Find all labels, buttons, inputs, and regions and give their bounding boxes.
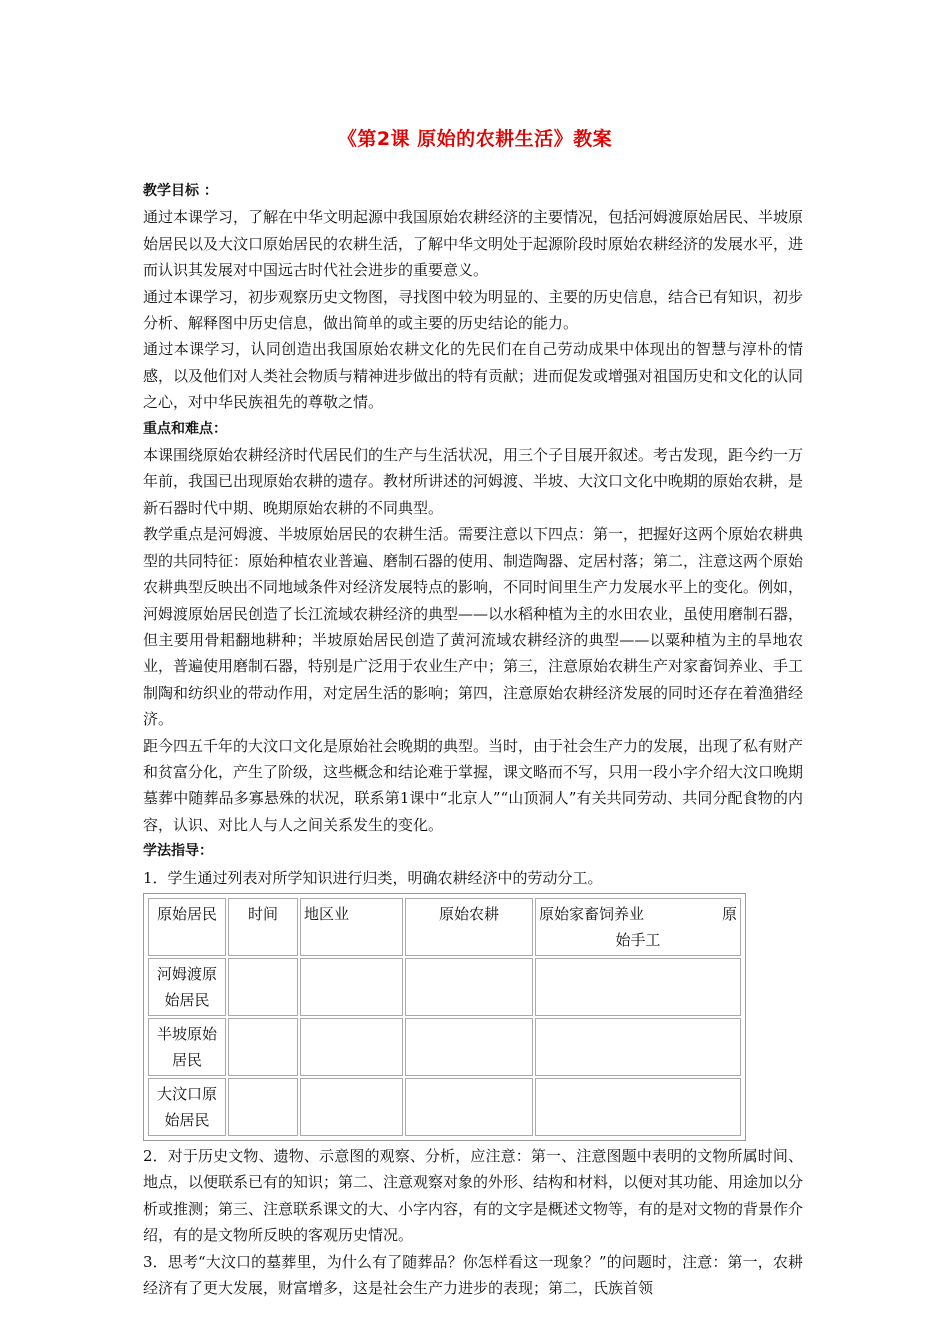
summary-table-wrapper — [143, 893, 746, 1141]
table-row — [148, 1018, 741, 1076]
table-cell — [228, 958, 298, 1016]
goal-paragraph: 通过本课学习，了解在中华文明起源中我国原始农耕经济的主要情况，包括河姆渡原始居民、半坡原始居民以及大汶口原始居民的农耕生活，了解中华文明处于起源阶段时原始农耕经济的发展水平，进而认识其发展对中国远古时代社会进步的重要意义。 — [143, 208, 804, 280]
method-item-1: 1．学生通过列表对所学知识进行归类，明确农耕经济中的劳动分工。 — [143, 868, 603, 887]
table-header: 时间 — [228, 898, 298, 956]
document-body — [143, 178, 803, 1301]
table-cell — [300, 1078, 403, 1136]
document-title: 《第2课 原始的农耕生活》教案 — [337, 128, 613, 150]
table-cell — [405, 958, 533, 1016]
table-header-row — [148, 898, 741, 956]
method-item-3: 3．思考“大汶口的墓葬里，为什么有了随葬品？你怎样看这一现象？”的问题时，注意：第一，农耕经济有了更大发展，财富增多，这是社会生产力进步的表现；第二，氏族首领 — [143, 1252, 803, 1297]
goal-paragraph: 通过本课学习，初步观察历史文物图，寻找图中较为明显的、主要的历史信息，结合已有知识，初步分析、解释图中历史信息，做出简单的或主要的历史结论的能力。 — [143, 287, 804, 333]
table-header-part: 始手工 — [615, 930, 661, 949]
table-header: 原始居民 — [148, 898, 226, 956]
method-heading: 学法指导： — [143, 843, 213, 860]
table-header-part: 原始家畜饲养业 — [539, 904, 645, 923]
table-header: 地区业 — [300, 898, 403, 956]
goal-paragraph: 通过本课学习，认同创造出我国原始农耕文化的先民们在自己劳动成果中体现出的智慧与淳朴的情感，以及他们对人类社会物质与精神进步做出的特有贡献；进而促发或增强对祖国历史和文化的认同之心，对中华民族祖先的尊敬之情。 — [143, 340, 804, 412]
table-header: 原始农耕 — [405, 898, 533, 956]
table-row-label: 半坡原始居民 — [148, 1018, 226, 1076]
table-cell — [405, 1018, 533, 1076]
table-cell — [300, 1018, 403, 1076]
table-row-label: 河姆渡原始居民 — [148, 958, 226, 1016]
table-cell — [228, 1018, 298, 1076]
table-header-part: 原 — [721, 904, 737, 923]
key-paragraph: 本课围绕原始农耕经济时代居民们的生产与生活状况，用三个子目展开叙述。考古发现，距今约一万年前，我国已出现原始农耕的遗存。教材所讲述的河姆渡、半坡、大汶口文化中晚期的原始农耕，是新石器时代中期、晚期原始农耕的不同典型。 — [143, 446, 804, 517]
method-item-2: 2．对于历史文物、遗物、示意图的观察、分析，应注意：第一、注意图题中表明的文物所属时间、地点，以便联系已有的知识；第二、注意观察对象的外形、结构和材料，以便对其功能、用途加以分析或推测；第三、注意联系课文的大、小字内容，有的文字是概述文物等，有的是对文物的背景作介绍，有的是文物所反映的客观历史情况。 — [143, 1146, 804, 1245]
key-paragraph: 距今四五千年的大汶口文化是原始社会晚期的典型。当时，由于社会生产力的发展，出现了私有财产和贫富分化，产生了阶级，这些概念和结论难于掌握，课文略而不写，只用一段小字介绍大汶口晚期墓葬中随葬品多寡悬殊的状况，联系第1课中“北京人”“山顶洞人”有关共同劳动、共同分配食物的内容，认识、对比人与人之间关系发生的变化。 — [143, 736, 804, 834]
goals-heading: 教学目标 ： — [143, 183, 218, 199]
table-cell — [535, 958, 741, 1016]
key-paragraph: 教学重点是河姆渡、半坡原始居民的农耕生活。需要注意以下四点：第一，把握好这两个原始农耕典型的共同特征：原始种植农业普遍、磨制石器的使用、制造陶器、定居村落；第二，注意这两个原始农耕典型反映出不同地域条件对经济发展特点的影响，不同时间里生产力发展水平上的变化。例如，河姆渡原始居民创造了长江流域农耕经济的典型——以水稻种植为主的水田农业，虽使用磨制石器，但主要用骨耜翻地耕种；半坡原始居民创造了黄河流域农耕经济的典型——以粟种植为主的旱地农业，普遍使用磨制石器，特别是广泛用于农业生产中；第三，注意原始农耕生产对家畜饲养业、手工制陶和纺织业的带动作用，对定居生活的影响；第四，注意原始农耕经济发展的同时还存在着渔猎经济。 — [143, 525, 804, 729]
table-cell — [228, 1078, 298, 1136]
table-cell — [300, 958, 403, 1016]
table-header — [535, 898, 741, 956]
table-row-label: 大汶口原始居民 — [148, 1078, 226, 1136]
key-heading: 重点和难点： — [143, 420, 227, 437]
table-row — [148, 958, 741, 1016]
table-cell — [535, 1078, 741, 1136]
table-cell — [535, 1018, 741, 1076]
table-cell — [405, 1078, 533, 1136]
table-row — [148, 1078, 741, 1136]
summary-table — [146, 896, 743, 1138]
